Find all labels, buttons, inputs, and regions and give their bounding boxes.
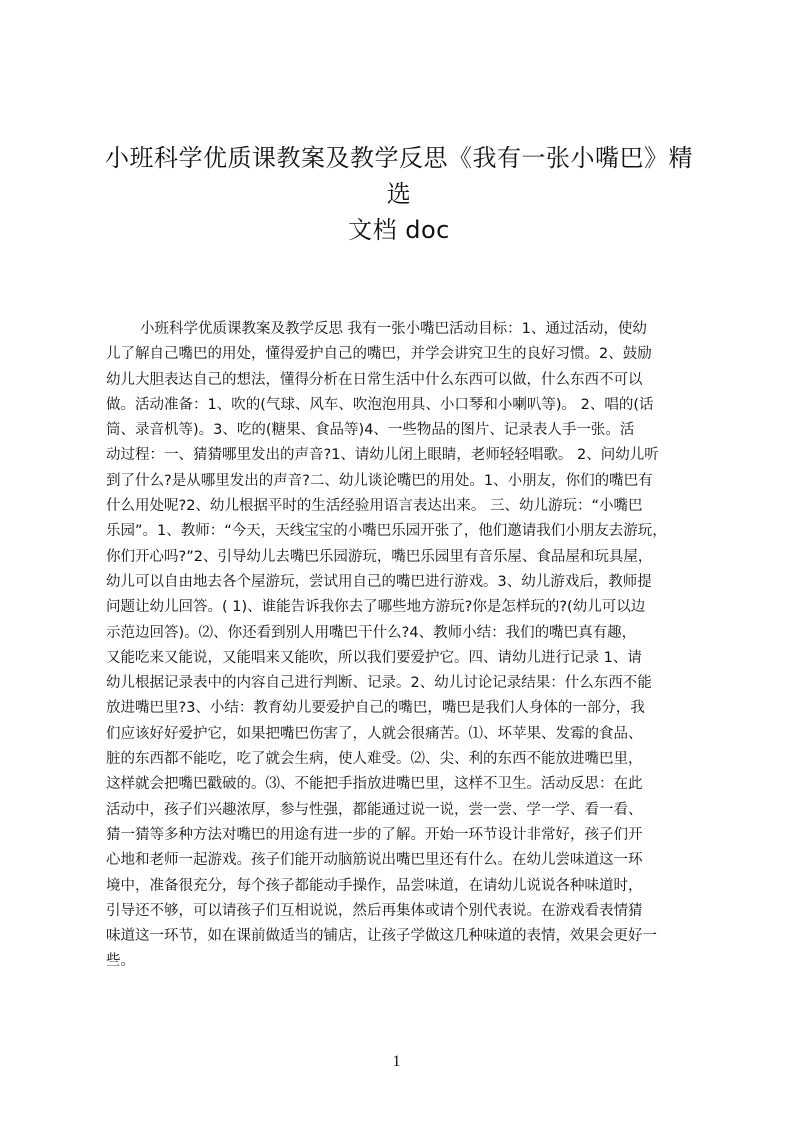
body-line: 动过程：一、猜猜哪里发出的声音?1、请幼儿闭上眼睛，老师轻轻唱歌。 2、问幼儿听	[106, 447, 659, 464]
body-line: 幼儿根据记录表中的内容自己进行判断、记录。2、幼儿讨论记录结果：什么东西不能	[106, 675, 652, 692]
body-line: 又能吃来又能说，又能唱来又能吹，所以我们要爱护它。四、请幼儿进行记录 1、请	[106, 649, 642, 666]
page-number: 1	[392, 1053, 401, 1070]
document-title	[100, 140, 698, 248]
body-line: 放进嘴巴里?3、小结：教育幼儿要爱护自己的嘴巴，嘴巴是我们人身体的一部分，我	[106, 700, 645, 717]
body-line: 这样就会把嘴巴戳破的。⑶、不能把手指放进嘴巴里，这样不卫生。活动反思：在此	[106, 776, 643, 793]
title-line-2: 文档 doc	[348, 216, 450, 244]
title-line-1: 小班科学优质课教案及教学反思《我有一张小嘴巴》精选	[105, 144, 693, 208]
body-line: 做。活动准备：1、吹的(气球、风车、吹泡泡用具、小口琴和小喇叭等)。 2、唱的(话	[106, 396, 654, 413]
body-line: 什么用处呢?2、幼儿根据平时的生活经验用语言表达出来。 三、幼儿游玩：“小嘴巴	[106, 498, 643, 515]
body-line: 引导还不够，可以请孩子们互相说说，然后再集体或请个别代表说。在游戏看表情猜	[106, 902, 643, 919]
body-line: 些。	[106, 953, 135, 970]
body-paragraph	[106, 317, 696, 1063]
body-line: 们应该好好爱护它，如果把嘴巴伤害了，人就会很痛苦。⑴、坏苹果、发霉的食品、	[106, 725, 643, 742]
body-line: 你们开心吗?”2、引导幼儿去嘴巴乐园游玩，嘴巴乐园里有音乐屋、食品屋和玩具屋，	[106, 548, 653, 565]
body-line: 小班科学优质课教案及教学反思 我有一张小嘴巴活动目标：1、通过活动，使幼	[140, 321, 647, 337]
body-line: 脏的东西都不能吃，吃了就会生病，使人难受。⑵、尖、利的东西不能放进嘴巴里，	[106, 751, 643, 768]
body-line: 猜一猜等多种方法对嘴巴的用途有进一步的了解。开始一环节设计非常好，孩子们开	[106, 826, 643, 843]
body-line: 示范边回答)。⑵、你还看到别人用嘴巴干什么?4、教师小结：我们的嘴巴真有趣，	[106, 624, 637, 641]
body-line: 乐园”。1、教师：“今天，天线宝宝的小嘴巴乐园开张了，他们邀请我们小朋友去游玩，	[106, 523, 667, 540]
body-line: 筒、录音机等)。3、吃的(糖果、食品等)4、一些物品的图片、记录表人手一张。活	[106, 422, 635, 439]
body-line: 味道这一环节，如在课前做适当的铺店，让孩子学做这几种味道的表情，效果会更好一	[106, 928, 657, 945]
body-line: 幼儿可以自由地去各个屋游玩，尝试用自己的嘴巴进行游戏。3、幼儿游戏后，教师提	[106, 573, 652, 590]
body-line: 心地和老师一起游戏。孩子们能开动脑筋说出嘴巴里还有什么。在幼儿尝味道这一环	[106, 852, 643, 869]
body-line: 问题让幼儿回答。( 1)、谁能告诉我你去了哪些地方游玩?你是怎样玩的?(幼儿可以边	[106, 599, 646, 616]
body-line: 到了什么?是从哪里发出的声音?二、幼儿谈论嘴巴的用处。1、小朋友，你们的嘴巴有	[106, 472, 653, 489]
body-line: 幼儿大胆表达自己的想法，懂得分析在日常生活中什么东西可以做，什么东西不可以	[106, 371, 643, 388]
body-line: 境中，准备很充分，每个孩子都能动手操作，品尝味道，在请幼儿说说各种味道时，	[106, 877, 643, 894]
body-line: 活动中，孩子们兴趣浓厚，参与性强，都能通过说一说，尝一尝、学一学、看一看、	[106, 801, 643, 818]
body-line: 儿了解自己嘴巴的用处，懂得爱护自己的嘴巴，并学会讲究卫生的良好习惯。2、鼓励	[106, 346, 652, 363]
